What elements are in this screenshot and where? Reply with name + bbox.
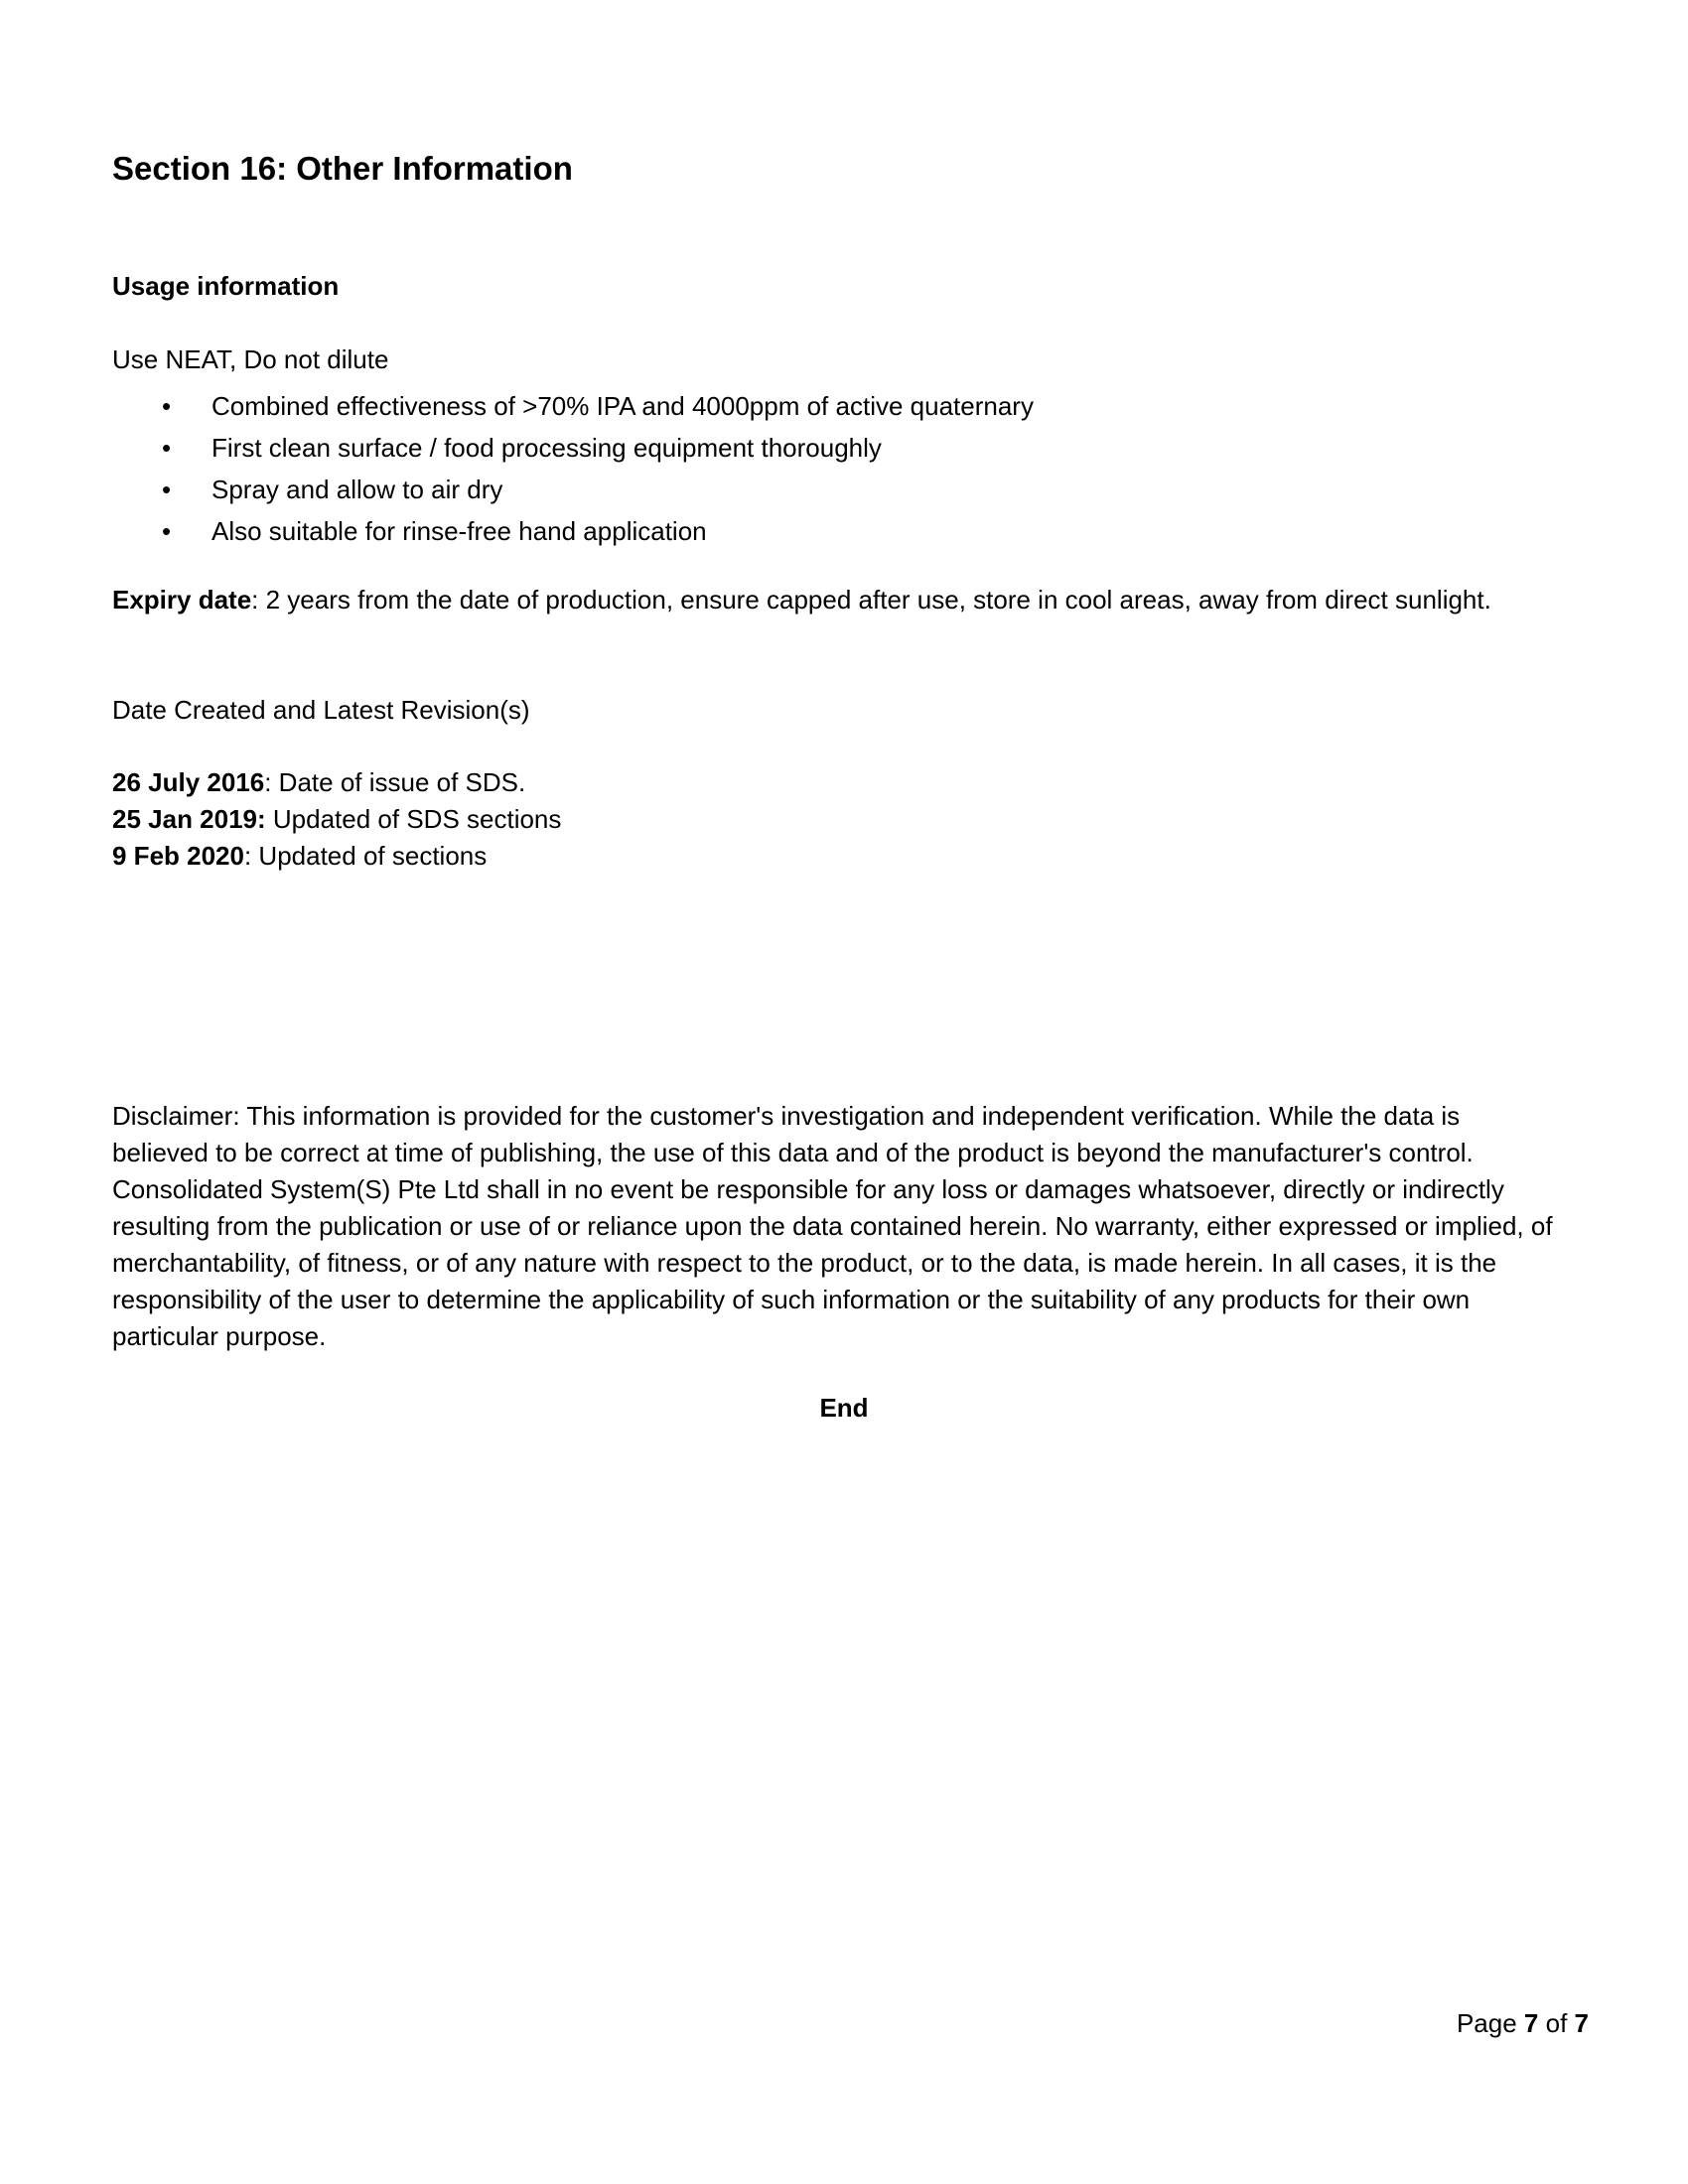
revision-list [112,764,1552,875]
list-item [112,469,1552,510]
revision-text: : Date of issue of SDS. [264,767,526,797]
revision-text: Updated of SDS sections [265,804,562,834]
page-number [1457,2007,1589,2041]
bullet-text: Spray and allow to air dry [211,475,503,504]
bullet-icon: • [162,433,172,463]
bullet-text: Combined effectiveness of >70% IPA and 4000ppm of active quaternary [211,391,1034,421]
usage-bullet-list [112,385,1552,552]
revision-entry [112,801,1552,838]
list-item [112,427,1552,469]
expiry-label: Expiry date [112,585,252,614]
usage-intro: Use NEAT, Do not dilute [112,344,389,374]
revisions-heading: Date Created and Latest Revision(s) [112,695,530,725]
disclaimer-paragraph: Disclaimer: This information is provided for the customer's investigation and independent verification. While the data is believed to be correct at time of publishing, the use of this data and of the product is beyond the manufacturer's control. Consolidated System(S) Pte Ltd shall in no event be responsible for any loss or damages whatsoever, directly or indirectly resulting from the publication or use of or reliance upon the data contained herein. No warranty, either expressed or implied, of merchantability, of fitness, or of any nature with respect to the product, or to the data, is made herein. In all cases, it is the responsibility of the user to determine the applicability of such information or the suitability of any products for their own particular purpose. [112,1101,1553,1351]
bullet-text: Also suitable for rinse-free hand application [211,516,707,546]
revision-entry [112,764,1552,801]
revision-entry [112,838,1552,875]
bullet-icon: • [162,516,172,546]
revision-text: : Updated of sections [243,841,488,871]
expiry-text: : 2 years from the date of production, ensure capped after use, store in cool areas, away from direct sunlight. [251,585,1491,614]
expiry-paragraph [112,582,1552,618]
bullet-text: First clean surface / food processing equipment thoroughly [211,433,882,463]
section-title: Section 16: Other Information [112,150,573,187]
revision-date: 26 July 2016 [112,767,265,797]
list-item [112,510,1552,552]
bullet-icon: • [162,391,172,421]
revision-date: 9 Feb 2020 [112,841,244,871]
list-item [112,385,1552,427]
revision-date: 25 Jan 2019: [112,804,266,834]
current-page: 7 [1523,2008,1539,2038]
bullet-icon: • [162,475,172,504]
page-mid: of [1538,2008,1575,2038]
usage-heading: Usage information [112,271,340,301]
total-pages: 7 [1574,2008,1589,2038]
end-label: End [819,1393,869,1423]
page-prefix: Page [1456,2008,1524,2038]
